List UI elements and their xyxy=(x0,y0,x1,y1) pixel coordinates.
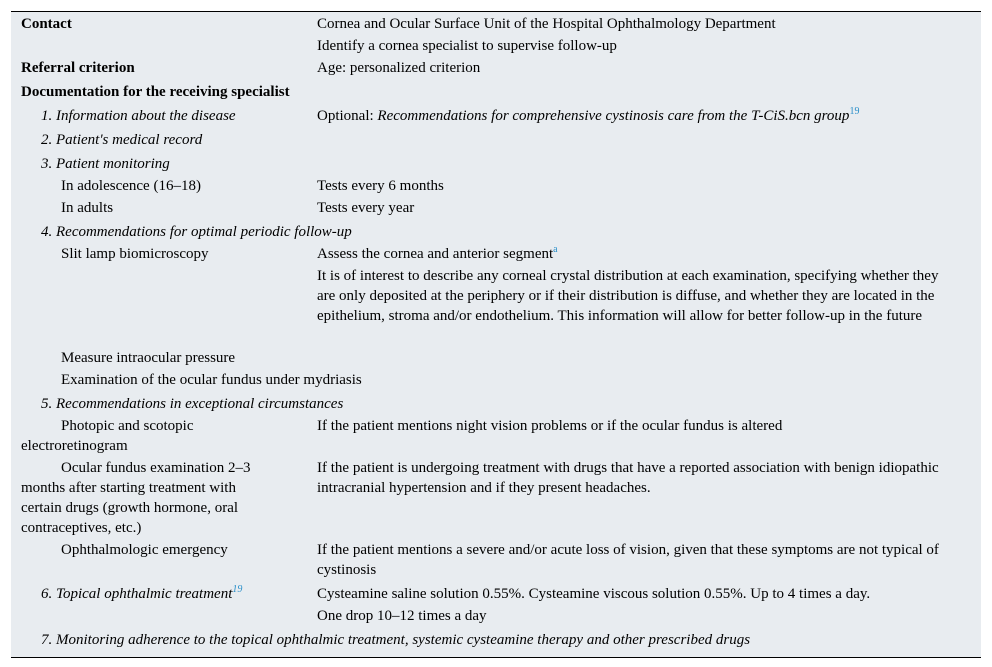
section-heading: Documentation for the receiving specialist xyxy=(21,84,290,100)
row-value: Age: personalized criterion xyxy=(317,60,481,76)
row-label: Examination of the ocular fundus under mydriasis xyxy=(61,372,362,388)
row-label: In adults xyxy=(61,200,114,216)
citation-link[interactable]: 19 xyxy=(849,106,860,117)
row-label: Measure intraocular pressure xyxy=(61,350,236,366)
row-label: Contact xyxy=(21,16,72,32)
row-value: If the patient mentions night vision problems or if the ocular fundus is altered xyxy=(317,418,783,434)
citation-link[interactable]: 19 xyxy=(232,584,243,595)
row-value: Cornea and Ocular Surface Unit of the Hospital Ophthalmology Department xyxy=(317,16,776,32)
row-value: Identify a cornea specialist to supervise follow-up xyxy=(317,38,617,54)
row-label: In adolescence (16–18) xyxy=(61,178,201,194)
row-label: Slit lamp biomicroscopy xyxy=(61,246,209,262)
row-label: 3. Patient monitoring xyxy=(41,156,170,172)
row-label: Photopic and scotopic electroretinogram xyxy=(21,418,194,454)
row-label: 1. Information about the disease xyxy=(41,108,236,124)
row-label: Ocular fundus examination 2–3 months after starting treatment with certain drugs (growth hormone, oral contraceptives, etc.) xyxy=(21,460,251,536)
footnote-link[interactable]: a xyxy=(553,244,558,255)
row-value: One drop 10–12 times a day xyxy=(317,608,487,624)
row-value: It is of interest to describe any corneal crystal distribution at each examination, specifying whether they are only deposited at the periphery or if their distribution is diffuse, and whether they are located in the epithelium, stroma and/or endothelium. This information will allow for better follow-up in the future xyxy=(317,268,939,324)
referral-table xyxy=(11,11,981,658)
row-value: Tests every year xyxy=(317,200,415,216)
row-value: Optional: Recommendations for comprehensive cystinosis care from the T-CiS.bcn group$^{19}$ xyxy=(317,106,860,124)
row-value: Cysteamine saline solution 0.55%. Cysteamine viscous solution 0.55%. Up to 4 times a day. xyxy=(317,586,871,602)
row-value: If the patient mentions a severe and/or acute loss of vision, given that these symptoms are not typical of cystinosis xyxy=(317,542,939,578)
row-label: 6. Topical ophthalmic treatment$^{19}$ xyxy=(41,584,243,602)
row-value: Assess the cornea and anterior segment$^a$ xyxy=(317,244,558,262)
row-label: Referral criterion xyxy=(21,60,135,76)
row-value: If the patient is undergoing treatment with drugs that have a reported association with benign idiopathic intracranial hypertension and if they present headaches. xyxy=(317,460,939,496)
row-value: Tests every 6 months xyxy=(317,178,444,194)
reference-title: Recommendations for comprehensive cystinosis care from the T-CiS.bcn group xyxy=(377,108,850,124)
row-label: 7. Monitoring adherence to the topical ophthalmic treatment, systemic cysteamine therapy and other prescribed drugs xyxy=(41,632,751,648)
row-label: 2. Patient's medical record xyxy=(41,132,203,148)
section-heading: 5. Recommendations in exceptional circumstances xyxy=(41,396,344,412)
section-heading: 4. Recommendations for optimal periodic follow-up xyxy=(41,224,352,240)
row-label: Ophthalmologic emergency xyxy=(61,542,228,558)
